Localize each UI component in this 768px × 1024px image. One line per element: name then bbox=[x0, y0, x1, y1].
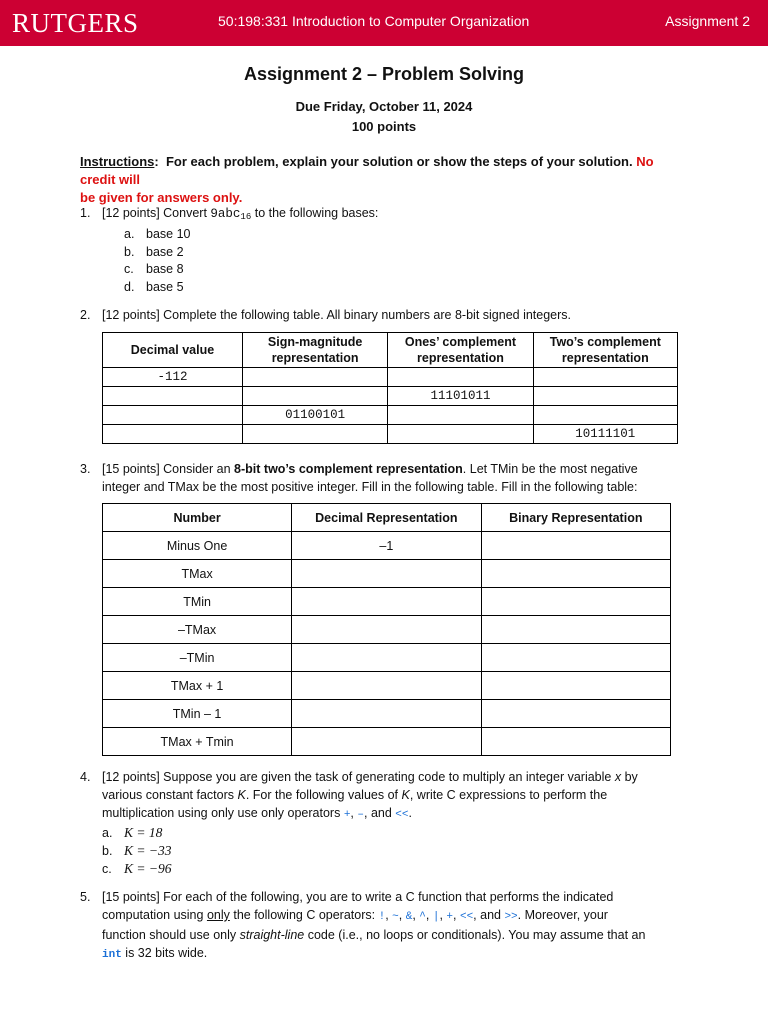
table-row bbox=[103, 728, 671, 756]
table-header-row bbox=[103, 504, 671, 532]
operator: – bbox=[357, 809, 364, 821]
list-item: b. base 2 bbox=[124, 244, 184, 259]
table-cell[interactable] bbox=[481, 728, 670, 756]
table-cell[interactable] bbox=[292, 728, 481, 756]
separator: , bbox=[350, 806, 354, 820]
table-row bbox=[103, 368, 678, 387]
int-keyword: int bbox=[102, 949, 122, 961]
table-cell[interactable] bbox=[533, 368, 677, 387]
problem-2 bbox=[80, 306, 680, 324]
column-header: Binary Representation bbox=[481, 504, 670, 532]
problem-text: function should use only bbox=[102, 928, 237, 942]
table-cell[interactable] bbox=[481, 672, 670, 700]
problem-text-bold: 8-bit two’s complement representation bbox=[234, 462, 463, 476]
table-cell[interactable]: 11101011 bbox=[388, 387, 533, 406]
table-cell[interactable]: 01100101 bbox=[242, 406, 387, 425]
problem-text: . For the following values of bbox=[245, 788, 399, 802]
problem-text: [12 points] Convert bbox=[102, 206, 207, 220]
operator: & bbox=[405, 911, 413, 923]
assignment-label: Assignment 2 bbox=[665, 13, 750, 29]
table-header-row bbox=[103, 333, 678, 368]
table-cell[interactable] bbox=[481, 700, 670, 728]
table-cell: TMax + 1 bbox=[103, 672, 292, 700]
table-cell[interactable] bbox=[481, 616, 670, 644]
column-header: Decimal value bbox=[103, 333, 243, 368]
table-cell[interactable] bbox=[292, 672, 481, 700]
problem-text: code (i.e., no loops or conditionals). You may assume that an bbox=[307, 928, 646, 942]
problem-text: computation using bbox=[102, 908, 204, 922]
list-item: c. base 8 bbox=[124, 262, 184, 276]
operator: + bbox=[446, 911, 454, 923]
table-cell[interactable] bbox=[242, 387, 387, 406]
problem-text: , write C expressions to perform the bbox=[409, 788, 608, 802]
table-cell[interactable] bbox=[533, 387, 677, 406]
separator: . bbox=[408, 806, 412, 820]
instructions-text: For each problem, explain your solution or show the steps of your solution. bbox=[165, 154, 633, 169]
emphasis-straight-line: straight-line bbox=[239, 928, 305, 942]
column-header: Two’s complement representation bbox=[533, 333, 677, 368]
table-row bbox=[103, 425, 678, 444]
table-cell[interactable] bbox=[388, 368, 533, 387]
problem-number: 1. bbox=[80, 206, 91, 220]
total-points: 100 points bbox=[351, 119, 417, 134]
table-cell[interactable] bbox=[292, 616, 481, 644]
table-cell[interactable] bbox=[481, 560, 670, 588]
operator: << bbox=[395, 809, 409, 821]
table-row bbox=[103, 532, 671, 560]
instructions: Instructions: For each problem, explain your solution or show the steps of your solution. No credit will be given for answers only. bbox=[80, 154, 654, 205]
operator: << bbox=[459, 911, 474, 923]
tmin-tmax-table bbox=[102, 503, 671, 756]
problem-number: 2. bbox=[80, 308, 91, 322]
table-cell: –TMin bbox=[103, 644, 292, 672]
problem-1 bbox=[80, 204, 680, 296]
problem-text: is 32 bits wide. bbox=[125, 946, 208, 960]
problem-5: 5. [15 points] For each of the following, you are to write a C function that performs the indicated computation using only the following C operators: !, ~, &, ^, |, +, <<, and >>. Moreover, your function should use only straight-line code (i.e., no loops or conditionals). You may assume that an int is 32 bits wide. bbox=[80, 890, 646, 961]
table-cell[interactable]: -112 bbox=[103, 368, 243, 387]
separator: , and bbox=[364, 806, 392, 820]
column-header: Number bbox=[103, 504, 292, 532]
instructions-label: Instructions bbox=[80, 154, 155, 169]
table-cell[interactable] bbox=[103, 387, 243, 406]
list-item: c. K = −96 bbox=[102, 861, 172, 876]
variable-k: K bbox=[401, 788, 410, 802]
problem-text: integer and TMax be the most positive integer. Fill in the following table. Fill in the following table: bbox=[102, 480, 638, 494]
table-cell[interactable] bbox=[481, 532, 670, 560]
list-item: a. K = 18 bbox=[102, 825, 163, 840]
operator: ^ bbox=[419, 911, 426, 923]
problem-text: [12 points] Suppose you are given the task of generating code to multiply an integer variable bbox=[102, 770, 612, 784]
list-item: a. base 10 bbox=[124, 227, 191, 241]
due-date: Due Friday, October 11, 2024 bbox=[295, 99, 473, 114]
table-cell[interactable] bbox=[103, 406, 243, 425]
table-cell: Minus One bbox=[103, 532, 292, 560]
operator: ! bbox=[378, 911, 386, 923]
problem-4 bbox=[80, 768, 680, 878]
table-cell[interactable] bbox=[292, 560, 481, 588]
column-header: Sign-magnitude representation bbox=[242, 333, 387, 368]
rutgers-logo: RUTGERS bbox=[12, 8, 139, 38]
table-cell: TMin – 1 bbox=[103, 700, 292, 728]
page-title: Assignment 2 – Problem Solving bbox=[243, 64, 525, 84]
hex-number: 9abc bbox=[210, 207, 241, 221]
list-item: b. K = −33 bbox=[102, 843, 172, 858]
table-row bbox=[103, 406, 678, 425]
problem-number: 4. bbox=[80, 770, 91, 784]
operator: | bbox=[432, 911, 440, 923]
variable-x: x bbox=[614, 770, 622, 784]
problem-4-items bbox=[102, 824, 680, 878]
table-cell: TMax + Tmin bbox=[103, 728, 292, 756]
problem-text: various constant factors bbox=[102, 788, 235, 802]
operator: + bbox=[343, 809, 351, 821]
table-cell[interactable] bbox=[292, 700, 481, 728]
problem-number: 5. bbox=[80, 890, 91, 904]
table-cell[interactable] bbox=[242, 368, 387, 387]
base-subscript: 16 bbox=[240, 212, 252, 222]
page-header bbox=[0, 0, 768, 46]
table-row bbox=[103, 700, 671, 728]
problem-number: 3. bbox=[80, 462, 91, 476]
table-row bbox=[103, 387, 678, 406]
variable-k: K bbox=[237, 788, 246, 802]
table-cell[interactable] bbox=[388, 425, 533, 444]
emphasis-only: only bbox=[206, 908, 230, 922]
problem-text: by bbox=[624, 770, 638, 784]
table-row bbox=[103, 616, 671, 644]
problem-text: [12 points] Complete the following table. All binary numbers are 8-bit signed integers. bbox=[102, 308, 572, 322]
instructions-warning-cont: be given for answers only. bbox=[80, 190, 243, 205]
problem-text: [15 points] Consider an bbox=[102, 462, 231, 476]
problem-text: . Let TMin be the most negative bbox=[462, 462, 638, 476]
problem-3 bbox=[80, 460, 680, 496]
problem-text: multiplication using only use only operators bbox=[102, 806, 341, 820]
table-cell[interactable] bbox=[388, 406, 533, 425]
table-row bbox=[103, 560, 671, 588]
problem-text: [15 points] For each of the following, you are to write a C function that performs the indicated bbox=[102, 890, 614, 904]
table-cell[interactable] bbox=[242, 425, 387, 444]
list-item: d. base 5 bbox=[124, 279, 184, 294]
table-cell[interactable]: 10111101 bbox=[533, 425, 677, 444]
column-header: Ones’ complement representation bbox=[388, 333, 533, 368]
table-cell: TMax bbox=[103, 560, 292, 588]
problem-text: to the following bases: bbox=[254, 206, 379, 220]
instructions-warning: No credit will bbox=[80, 154, 654, 187]
table-row bbox=[103, 588, 671, 616]
table-cell[interactable] bbox=[292, 644, 481, 672]
table-row bbox=[103, 672, 671, 700]
representation-table bbox=[102, 332, 678, 444]
table-cell[interactable] bbox=[481, 644, 670, 672]
problem-text: the following C operators: bbox=[233, 908, 376, 922]
column-header: Decimal Representation bbox=[292, 504, 481, 532]
table-cell[interactable] bbox=[103, 425, 243, 444]
table-cell[interactable] bbox=[481, 588, 670, 616]
table-cell[interactable]: –1 bbox=[292, 532, 481, 560]
course-title: 50:198:331 Introduction to Computer Organization bbox=[218, 13, 530, 29]
table-cell: –TMax bbox=[103, 616, 292, 644]
problem-1-items bbox=[124, 226, 680, 296]
table-cell[interactable] bbox=[533, 406, 677, 425]
operator: ~ bbox=[392, 911, 399, 923]
operator: >> bbox=[504, 911, 518, 923]
table-cell[interactable] bbox=[292, 588, 481, 616]
problem-text: . Moreover, your bbox=[517, 908, 608, 922]
table-cell: TMin bbox=[103, 588, 292, 616]
table-row bbox=[103, 644, 671, 672]
